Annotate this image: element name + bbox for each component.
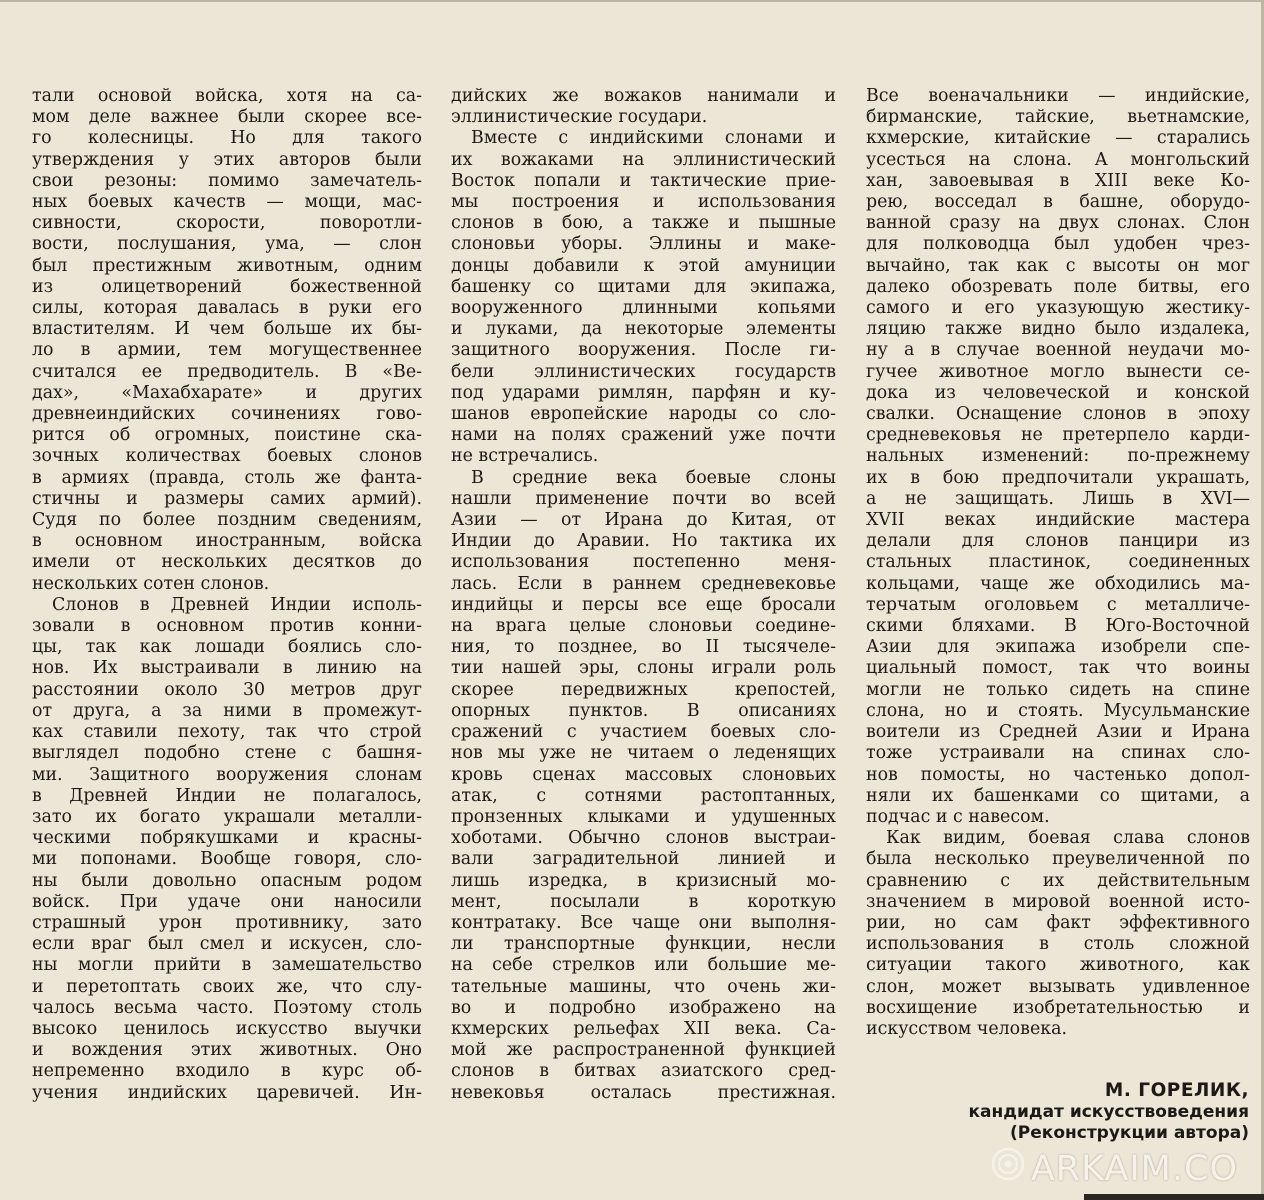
- text-line: имели от нескольких десятков до: [32, 552, 422, 573]
- text-line: зовали в основном против конни-: [32, 616, 422, 637]
- text-line: кхмерские, китайские — старались: [866, 128, 1250, 149]
- text-line: и вождения этих животных. Оно: [32, 1040, 422, 1061]
- text-line: ках ставили пехоту, так что строй: [32, 722, 422, 743]
- reconstruction-note: (Реконструкции автора): [1010, 1123, 1249, 1143]
- text-line: нов. Их выстраивали в линию на: [32, 658, 422, 679]
- text-line: го колесницы. Но для такого: [32, 128, 422, 149]
- text-line: рится об огромных, поистине ска-: [32, 425, 422, 446]
- text-line: силы, которая давалась в руки его: [32, 298, 422, 319]
- text-line: опорных пунктов. В описаниях: [451, 700, 836, 721]
- text-line: использования в столь сложной: [866, 934, 1250, 955]
- text-line: циальный помост, так что воины: [866, 658, 1250, 679]
- text-line: слонов в битвах азиатского сред-: [451, 1061, 836, 1082]
- text-line: зато их богато украшали металли-: [32, 806, 422, 827]
- text-line: Судя по более поздним сведениям,: [32, 510, 422, 531]
- text-line: скорее передвижных крепостей,: [451, 679, 836, 700]
- text-line: нами на полях сражений уже почти: [451, 425, 836, 446]
- text-line: Вместе с индийскими слонами и: [471, 128, 836, 149]
- text-line: нальных изменений: по-прежнему: [866, 446, 1250, 467]
- text-line: дийских же вожаков нанимали и: [451, 86, 836, 106]
- text-line: башенку со щитами для экипажа,: [451, 276, 836, 297]
- text-line: донцы добавили к этой амуниции: [451, 255, 836, 276]
- text-line: слоновьи уборы. Эллины и маке-: [451, 234, 836, 255]
- text-line: невековья осталась престижная.: [451, 1082, 836, 1103]
- text-line: нов помосты, но частенько допол-: [866, 764, 1250, 785]
- text-line: Азии — от Ирана до Китая, от: [451, 510, 836, 531]
- text-line: ческими побрякушками и красны-: [32, 828, 422, 849]
- text-line: древнеиндийских сочинениях гово-: [32, 404, 422, 425]
- text-line: ли транспортные функции, несли: [451, 934, 836, 955]
- text-line: мент, посылали в короткую: [451, 891, 836, 912]
- text-line: считался ее предводитель. В «Ве-: [32, 361, 422, 382]
- text-line: и перетоптать своих же, что слу-: [32, 976, 422, 997]
- text-line: высоко ценилось искусство выучки: [32, 1018, 422, 1039]
- text-line: расстоянии около 30 метров друг: [32, 679, 422, 700]
- text-line: дах», «Махабхарате» и других: [32, 382, 422, 403]
- text-line: мы построения и использования: [451, 192, 836, 213]
- text-line: ло в армии, тем могущественнее: [32, 340, 422, 361]
- text-line: хан, завоевывая в XIII веке Ко-: [866, 170, 1250, 191]
- text-line: Как видим, боевая слава слонов: [886, 828, 1250, 849]
- text-line: под ударами римлян, парфян и ку-: [451, 382, 836, 403]
- text-line: свои резоны: помимо замечатель-: [32, 170, 422, 191]
- watermark-text: ARKAIM.CO: [1030, 1148, 1238, 1189]
- text-line: Слонов в Древней Индии исполь-: [52, 594, 422, 615]
- text-line: далеко обозревать поле битвы, его: [866, 276, 1250, 297]
- text-line: если враг был смел и искусен, сло-: [32, 934, 422, 955]
- text-line: Азии для экипажа изобрели спе-: [866, 637, 1250, 658]
- author-title: кандидат искусствоведения: [968, 1101, 1249, 1122]
- text-line: ми попонами. Вообще говоря, сло-: [32, 849, 422, 870]
- text-line: ных боевых качеств — мощи, мас-: [32, 192, 422, 213]
- text-line: хоботами. Обычно слонов выстраи-: [451, 828, 836, 849]
- text-line: воители из Средней Азии и Ирана: [866, 722, 1250, 743]
- text-line: в Древней Индии не полагалось,: [32, 785, 422, 806]
- text-line: нашли применение почти во всей: [451, 488, 836, 509]
- text-line: сравнению с их действительным: [866, 870, 1250, 891]
- text-line: использования постепенно меня-: [451, 552, 836, 573]
- text-line: слона, но и стоять. Мусульманские: [866, 700, 1250, 721]
- text-line: лась. Если в раннем средневековье: [451, 573, 836, 594]
- text-line: на себе стрелков или большие ме-: [451, 955, 836, 976]
- text-line: на врага целые слоновьи соедине-: [451, 616, 836, 637]
- text-line: гучее животное могло вынести се-: [866, 361, 1250, 382]
- text-line: в армиях (правда, столь же фанта-: [32, 467, 422, 488]
- text-line: в основном иностранным, войска: [32, 531, 422, 552]
- text-line: контратаку. Все чаще они выполня-: [451, 912, 836, 933]
- text-line: и луками, да некоторые элементы: [451, 319, 836, 340]
- text-line: чалось весьма часто. Поэтому столь: [32, 997, 422, 1018]
- text-line: их в бою предпочитали украшать,: [866, 467, 1250, 488]
- text-line: подчас и с навесом.: [866, 806, 1050, 827]
- text-line: был престижным животным, одним: [32, 255, 422, 276]
- text-line: а не защищать. Лишь в XVI—: [866, 488, 1250, 509]
- text-line: бирманские, тайские, вьетнамские,: [866, 107, 1250, 128]
- text-line: свалки. Оснащение слонов в эпоху: [866, 404, 1250, 425]
- text-line: Восток попали и тактические прие-: [451, 170, 836, 191]
- text-line: самого и его указующую жестику-: [866, 298, 1250, 319]
- text-line: усесться на слона. А монгольский: [866, 149, 1250, 170]
- text-line: тательные машины, что очень жи-: [451, 976, 836, 997]
- author-name: М. ГОРЕЛИК,: [1104, 1080, 1249, 1101]
- text-line: дока из человеческой и конской: [866, 382, 1250, 403]
- text-line: зочных количествах боевых слонов: [32, 446, 422, 467]
- text-line: вычайно, так как с высоты он мог: [866, 255, 1250, 276]
- text-line: скими бляхами. В Юго-Восточной: [866, 616, 1250, 637]
- text-line: выглядел подобно стене с башня-: [32, 743, 422, 764]
- text-line: ванной сразу на двух слонах. Слон: [866, 213, 1250, 234]
- watermark: [991, 1147, 1238, 1190]
- text-line: кхмерских рельефах XII века. Са-: [451, 1018, 836, 1039]
- text-line: мом деле важнее были скорее все-: [32, 107, 422, 128]
- text-line: делали для слонов панцири из: [866, 531, 1250, 552]
- text-line: вали заградительной линией и: [451, 849, 836, 870]
- text-line: слон, может вызывать удивленное: [866, 976, 1250, 997]
- text-line: В средние века боевые слоны: [471, 467, 836, 488]
- text-line: не встречались.: [451, 446, 599, 467]
- text-line: нескольких сотен слонов.: [32, 573, 270, 594]
- text-line: бели эллинистических государств: [451, 361, 836, 382]
- text-line: эллинистические государи.: [451, 107, 708, 128]
- text-line: тоже устраивали на спинах сло-: [866, 743, 1250, 764]
- text-line: индийцы и персы все еще бросали: [451, 594, 836, 615]
- text-line: вости, послушания, ума, — слон: [32, 234, 422, 255]
- column-1: [32, 86, 422, 1104]
- text-line: лишь изредка, в кризисный мо-: [451, 870, 836, 891]
- text-line: во и подробно изображено на: [451, 997, 836, 1018]
- text-line: непременно входило в курс об-: [32, 1061, 422, 1082]
- text-line: средневековья не претерпело карди-: [866, 425, 1250, 446]
- text-line: кольцами, чаще же обходились ма-: [866, 573, 1250, 594]
- text-line: цы, так как лошади боялись сло-: [32, 637, 422, 658]
- text-line: вооруженного длинными копьями: [451, 298, 836, 319]
- text-line: терчатым оголовьем с металличе-: [866, 594, 1250, 615]
- text-line: стичны и размеры самих армий).: [32, 488, 422, 509]
- text-line: сражений с участием боевых сло-: [451, 722, 836, 743]
- text-line: слонов в бою, а также и пышные: [451, 213, 836, 234]
- text-line: атак, с сотнями растоптанных,: [451, 785, 836, 806]
- text-line: утверждения у этих авторов были: [32, 149, 422, 170]
- text-line: пронзенных клыками и удушенных: [451, 806, 836, 827]
- text-line: ны были довольно опасным родом: [32, 870, 422, 891]
- text-line: значением в мировой военной исто-: [866, 891, 1250, 912]
- text-line: сивности, скорости, поворотли-: [32, 213, 422, 234]
- text-line: ния, то позднее, во II тысячеле-: [451, 637, 836, 658]
- text-line: ну а в случае военной неудачи мо-: [866, 340, 1250, 361]
- text-line: тали основой войска, хотя на са-: [32, 86, 422, 106]
- text-line: для полководца был удобен чрез-: [866, 234, 1250, 255]
- text-line: страшный урон противнику, зато: [32, 912, 422, 933]
- text-line: восхищение изобретательностью и: [866, 997, 1250, 1018]
- text-line: няли их башенками со щитами, а: [866, 785, 1250, 806]
- column-2: [451, 86, 836, 1104]
- text-line: учения индийских царевичей. Ин-: [32, 1082, 422, 1103]
- text-line: Индии до Аравии. Но тактика их: [451, 531, 836, 552]
- text-line: нов мы уже не читаем о леденящих: [451, 743, 836, 764]
- text-line: из олицетворений божественной: [32, 276, 422, 297]
- text-line: защитного вооружения. После ги-: [451, 340, 836, 361]
- text-line: тии нашей эры, слоны играли роль: [451, 658, 836, 679]
- text-line: ны могли прийти в замешательство: [32, 955, 422, 976]
- text-line: от друга, а за ними в промежут-: [32, 700, 422, 721]
- text-line: могли не только сидеть на спине: [866, 679, 1250, 700]
- text-line: войск. При удаче они наносили: [32, 891, 422, 912]
- scan-edge: [1084, 1194, 1264, 1200]
- text-line: властителям. И чем больше их бы-: [32, 319, 422, 340]
- text-line: стальных пластинок, соединенных: [866, 552, 1250, 573]
- text-line: рею, восседал в башне, оборудо-: [866, 192, 1250, 213]
- column-3: [866, 86, 1250, 1040]
- text-line: их вожаками на эллинистический: [451, 149, 836, 170]
- text-line: ми. Защитного вооружения слонам: [32, 764, 422, 785]
- text-line: была несколько преувеличенной по: [866, 849, 1250, 870]
- text-line: искусством человека.: [866, 1018, 1068, 1039]
- text-line: кровь сценах массовых слоновьих: [451, 764, 836, 785]
- text-line: рии, но сам факт эффективного: [866, 912, 1250, 933]
- signature: [968, 1080, 1249, 1145]
- arkaim-logo-icon: [991, 1147, 1025, 1190]
- text-line: XVII веках индийские мастера: [866, 510, 1250, 531]
- text-line: мой же распространенной функцией: [451, 1040, 836, 1061]
- text-line: шанов европейские народы со сло-: [451, 404, 836, 425]
- text-line: ситуации такого животного, как: [866, 955, 1250, 976]
- text-line: ляцию также видно было издалека,: [866, 319, 1250, 340]
- text-line: Все военачальники — индийские,: [866, 86, 1250, 106]
